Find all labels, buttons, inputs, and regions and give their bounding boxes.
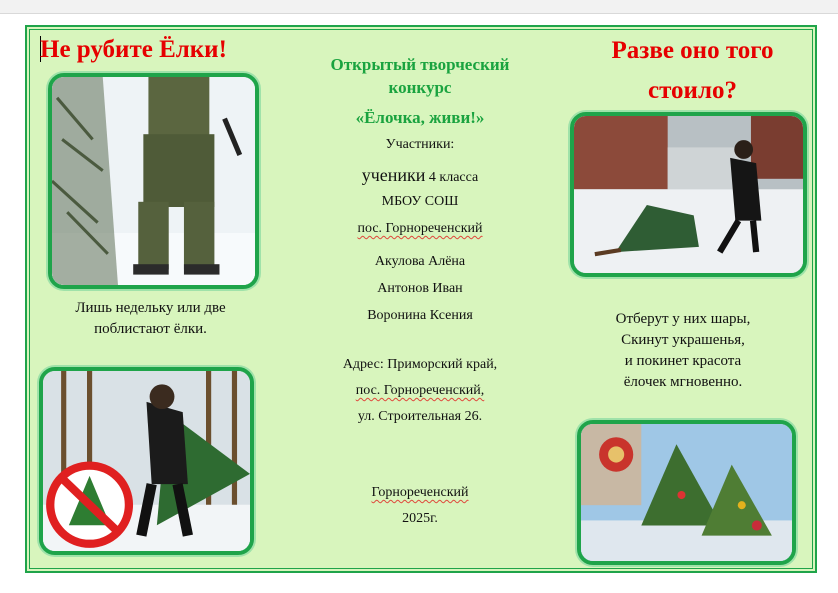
- contest-title: Открытый творческий конкурс: [330, 55, 510, 97]
- left-caption: Лишь недельку или две поблистают ёлки.: [75, 300, 226, 337]
- window-top-bar: [0, 0, 838, 14]
- pupils-line: ученики 4 класса: [361, 165, 479, 185]
- school-name: МБОУ СОШ: [381, 194, 459, 209]
- contest-name: «Ёлочка, живи!»: [355, 108, 485, 127]
- right-headline: Разве оно того стоило?: [611, 37, 774, 104]
- photo-woman-dragging-tree: [570, 112, 807, 277]
- photo-boy-with-tree: [39, 367, 254, 555]
- year: 2025г.: [402, 511, 438, 526]
- participants-label: Участники:: [385, 137, 455, 152]
- photo-decorated-tree-in-trash: [577, 420, 796, 565]
- photo-man-carrying-tree: [48, 73, 259, 289]
- left-headline: Не рубите Ёлки!: [40, 36, 227, 63]
- settlement: пос. Горнореченский: [357, 221, 483, 236]
- place-name: Горнореченский: [371, 485, 469, 500]
- address-block: Адрес: Приморский край, пос. Горнореченский, ул. Строительная 26.: [342, 357, 498, 424]
- participant-names: Акулова Алёна Антонов Иван Воронина Ксения: [367, 254, 473, 323]
- no-tree-cutting-sign-icon: [43, 371, 44, 372]
- right-poem: Отберут у них шары, Скинут украшенья, и покинет красота ёлочек мгновенно.: [615, 311, 751, 390]
